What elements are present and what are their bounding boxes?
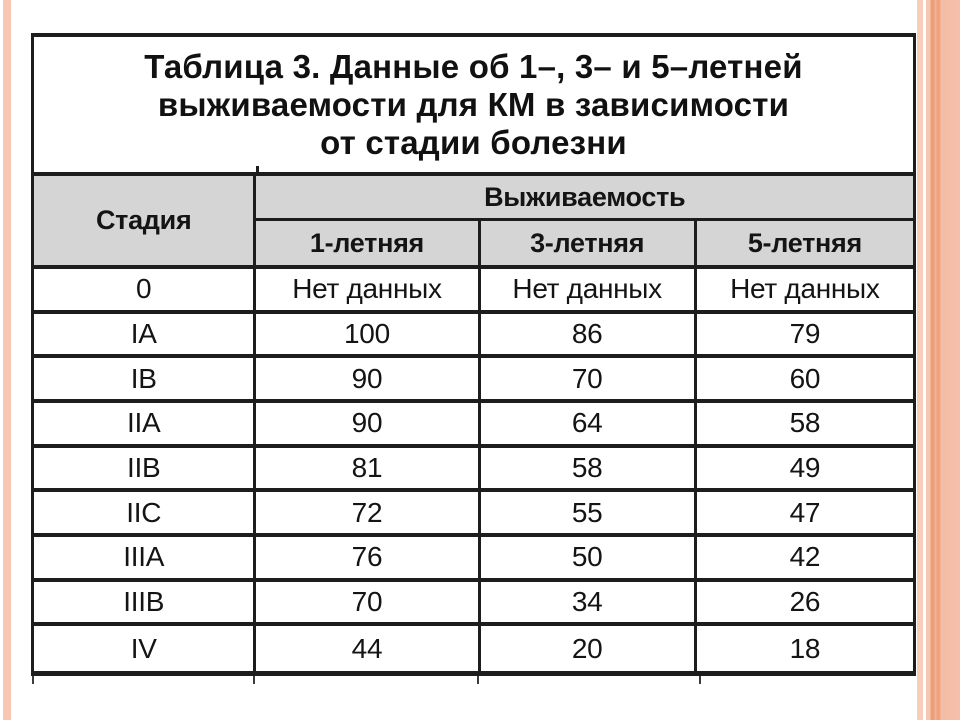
header-cell-5yr: 5-летняя	[697, 221, 913, 269]
column-line-stub	[256, 166, 259, 172]
value-cell-5yr: 26	[697, 582, 913, 627]
header-cell-3yr: 3-летняя	[481, 221, 697, 269]
value-cell-3yr: 55	[481, 492, 697, 537]
value-cell-1yr: 81	[256, 448, 480, 493]
value-cell-1yr: 70	[256, 582, 480, 627]
value-cell-5yr: Нет данных	[697, 269, 913, 314]
value-cell-1yr: 72	[256, 492, 480, 537]
stage-cell: IB	[34, 358, 256, 403]
stage-cell: IIIB	[34, 582, 256, 627]
right-accent-stripe-thin	[917, 0, 923, 720]
value-cell-1yr: Нет данных	[256, 269, 480, 314]
table-title-line-1: Таблица 3. Данные об 1–, 3– и 5–летней	[144, 47, 803, 85]
value-cell-1yr: 44	[256, 626, 480, 671]
value-cell-3yr: Нет данных	[481, 269, 697, 314]
header-cell-survival: Выживаемость	[256, 176, 913, 221]
value-cell-3yr: 20	[481, 626, 697, 671]
stage-cell: IV	[34, 626, 256, 671]
header-cell-stage: Стадия	[34, 176, 256, 269]
value-cell-3yr: 50	[481, 537, 697, 582]
stage-cell: 0	[34, 269, 256, 314]
value-cell-5yr: 60	[697, 358, 913, 403]
table-card	[31, 33, 916, 676]
value-cell-1yr: 76	[256, 537, 480, 582]
survival-table	[34, 176, 913, 671]
stage-cell: IA	[34, 314, 256, 359]
stage-cell: IIIA	[34, 537, 256, 582]
value-cell-3yr: 86	[481, 314, 697, 359]
left-accent-stripe	[3, 0, 11, 720]
value-cell-5yr: 18	[789, 632, 821, 664]
value-cell-5yr: 79	[697, 314, 913, 359]
cutoff-row-stub	[32, 676, 34, 684]
value-cell-3yr: 70	[481, 358, 697, 403]
value-cell-1yr: 90	[256, 358, 480, 403]
cutoff-row-stub	[253, 676, 255, 684]
cutoff-row-stub	[477, 676, 479, 684]
value-cell-5yr: 47	[697, 492, 913, 537]
stage-cell: IIA	[34, 403, 256, 448]
header-cell-1yr: 1-летняя	[256, 221, 480, 269]
table-title	[34, 37, 913, 176]
value-cell-5yr: 49	[697, 448, 913, 493]
cutoff-row-stub	[699, 676, 701, 684]
value-cell-5yr: 42	[697, 537, 913, 582]
value-cell-3yr: 64	[481, 403, 697, 448]
right-accent-band	[926, 0, 960, 720]
value-cell-5yr: 58	[697, 403, 913, 448]
value-cell-1yr: 100	[256, 314, 480, 359]
table-title-line-3: от стадии болезни	[320, 123, 627, 161]
stage-cell: IIC	[34, 492, 256, 537]
value-cell-1yr: 90	[256, 403, 480, 448]
table-title-line-2: выживаемости для КМ в зависимости	[157, 85, 790, 123]
value-cell-3yr: 34	[481, 582, 697, 627]
stage-cell: IIB	[34, 448, 256, 493]
value-cell-3yr: 58	[481, 448, 697, 493]
